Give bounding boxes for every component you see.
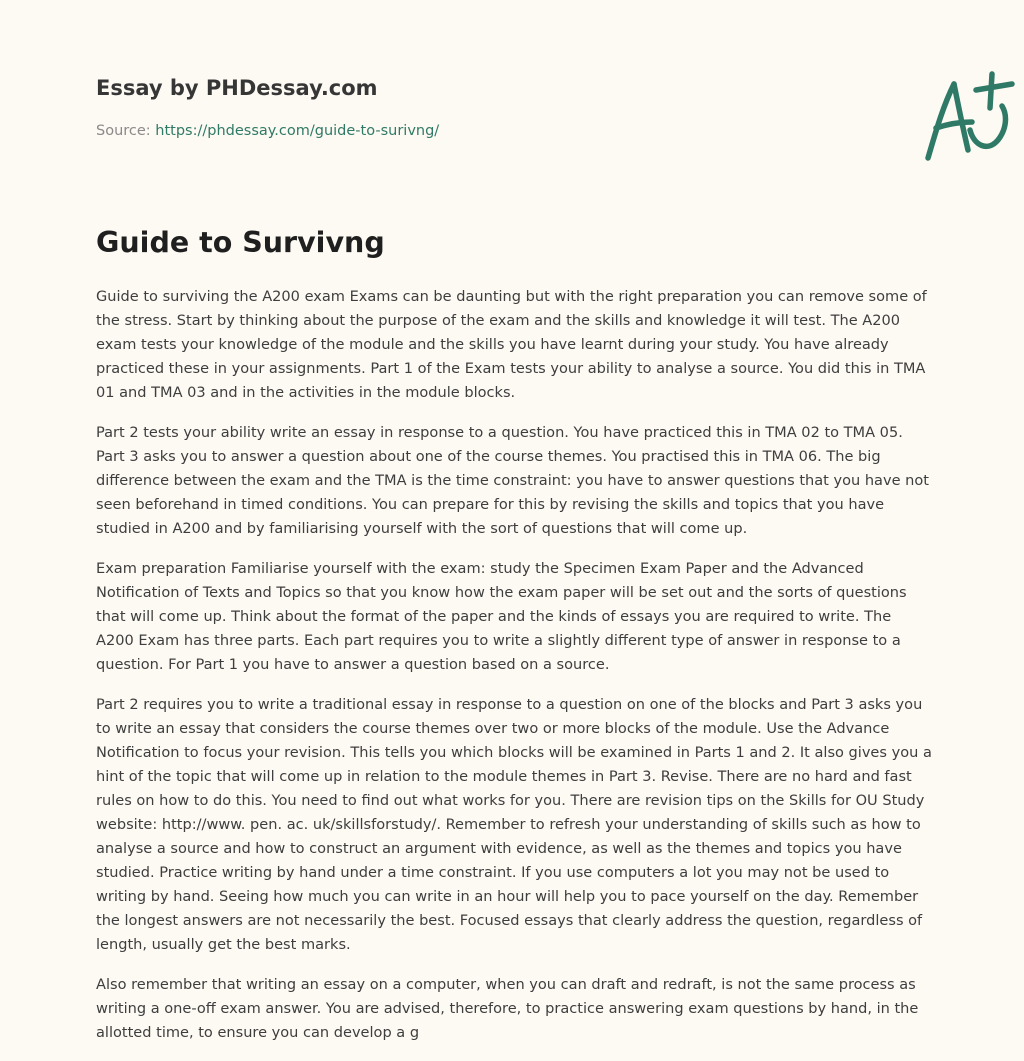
source-link[interactable]: https://phdessay.com/guide-to-surivng/ <box>155 123 440 139</box>
essay-paragraph: Exam preparation Familiarise yourself with the exam: study the Specimen Exam Paper and the Advanced Notification of Texts and Topics so that you know how the exam paper will be set out and the sorts of questions that will come up. Think about the format of the paper and the kinds of essays you are required to write. The A200 Exam has three parts. Each part requires you to write a slightly different type of answer in response to a question. For Part 1 you have to answer a question based on a source. <box>96 560 907 673</box>
essay-paragraph: Also remember that writing an essay on a computer, when you can draft and redraft, is not the same process as writing a one-off exam answer. You are advised, therefore, to practice answering exam questions by hand, in the allotted time, to ensure you can develop a g <box>96 976 919 1041</box>
essay-title: Guide to Survivng <box>96 226 385 259</box>
essay-paragraph: Part 2 requires you to write a traditional essay in response to a question on one of the blocks and Part 3 asks you to write an essay that considers the course themes over two or more blocks of the module. Use the Advance Notification to focus your revision. This tells you which blocks will be examined in Parts 1 and 2. It also gives you a hint of the topic that will come up in relation to the module themes in Part 3. Revise. There are no hard and fast rules on how to do this. You need to find out what works for you. There are revision tips on the Skills for OU Study website: http://www. pen. ac. uk/skillsforstudy/. Remember to refresh your understanding of skills such as how to analyse a source and how to construct an argument with evidence, as well as the themes and topics you have studied. Practice writing by hand under a time constraint. If you use computers a lot you may not be used to writing by hand. Seeing how much you can write in an hour will help you to pace yourself on the day. Remember the longest answers are not necessarily the best. Focused essays that clearly address the question, regardless of length, usually get the best marks. <box>96 696 932 953</box>
a-plus-logo-icon <box>916 68 1024 168</box>
essay-paragraph: Guide to surviving the A200 exam Exams can be daunting but with the right preparation you can remove some of the stress. Start by thinking about the purpose of the exam and the skills and knowledge it will test. The A200 exam tests your knowledge of the module and the skills you have learnt during your study. You have already practiced these in your assignments. Part 1 of the Exam tests your ability to analyse a source. You did this in TMA 01 and TMA 03 and in the activities in the module blocks. <box>96 288 927 401</box>
source-line <box>96 123 439 139</box>
essay-paragraph: Part 2 tests your ability write an essay in response to a question. You have practiced this in TMA 02 to TMA 05. Part 3 asks you to answer a question about one of the course themes. You practised this in TMA 06. The big difference between the exam and the TMA is the time constraint: you have to answer questions that you have not seen beforehand in timed conditions. You can prepare for this by revising the skills and topics that you have studied in A200 and by familiarising yourself with the sort of questions that will come up. <box>96 424 929 537</box>
source-label: Source: <box>96 123 151 139</box>
brand-title: Essay by PHDessay.com <box>96 76 378 100</box>
essay-body <box>96 285 932 1061</box>
